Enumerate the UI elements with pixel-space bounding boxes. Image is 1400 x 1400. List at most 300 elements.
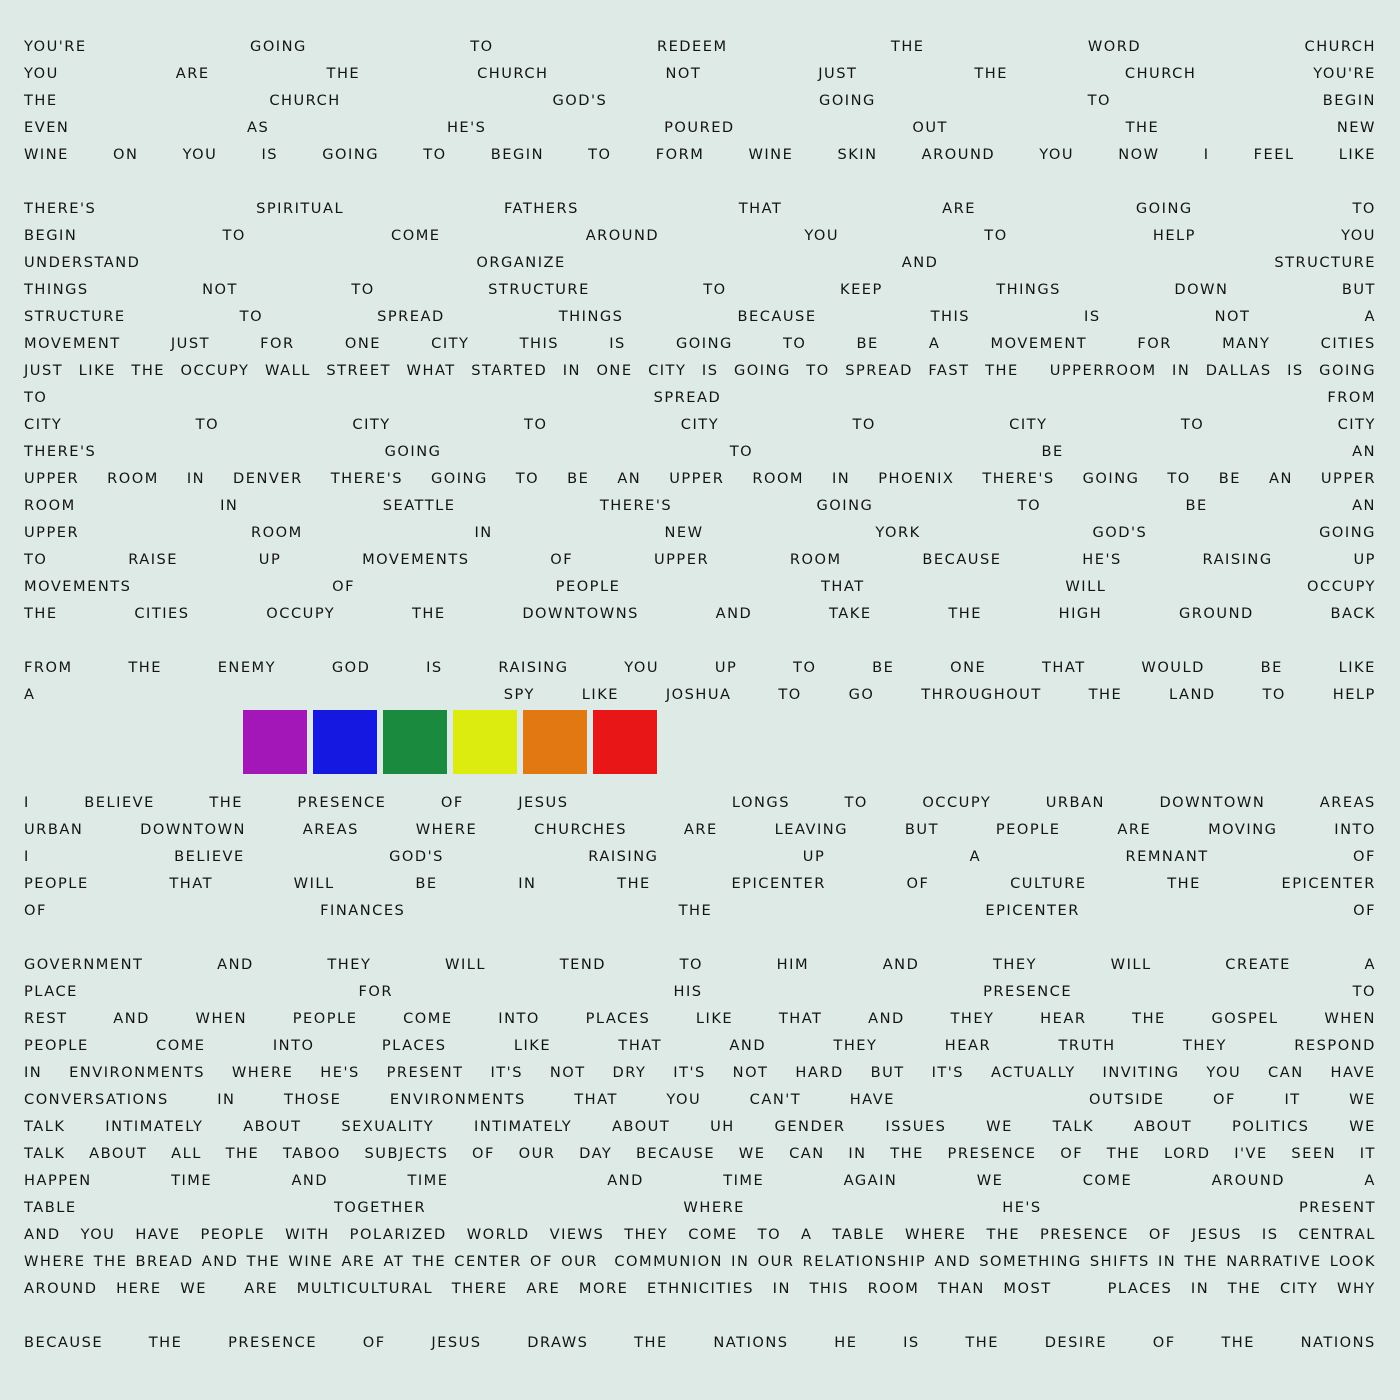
poem-word: HELP: [1152, 227, 1196, 244]
poem-word: IN: [1172, 362, 1191, 379]
poem-word: BELIEVE: [84, 794, 155, 811]
poem-word: NARRATIVE: [1226, 1253, 1322, 1270]
poem-line: [24, 1248, 1376, 1275]
poem-word: HEAR: [944, 1037, 992, 1054]
poem-word: THE: [24, 605, 58, 622]
poem-word: THERE'S: [599, 497, 673, 514]
poem-word: FORM: [655, 146, 705, 163]
poem-word: WHERE: [231, 1064, 294, 1081]
poem-word: OF: [550, 551, 574, 568]
poem-word: ABOUT: [611, 1118, 671, 1135]
poem-word: CITY: [680, 416, 720, 433]
poem-word: IT'S: [490, 1064, 523, 1081]
poem-line: [24, 600, 1376, 627]
poem-word: UPPER: [669, 470, 725, 487]
poem-word: YOU'RE: [1313, 65, 1376, 82]
poem-word: ROOM: [24, 497, 76, 514]
poem-word: IN: [217, 1091, 236, 1108]
blank-line: [24, 762, 1376, 789]
poem-word: NOT: [665, 65, 702, 82]
poem-word: CITY: [24, 416, 63, 433]
poem-line: [24, 519, 1376, 546]
poem-word: AGAIN: [843, 1172, 898, 1189]
poem-word: THEY: [833, 1037, 878, 1054]
poem-word: REDEEM: [656, 38, 728, 55]
poem-word: LIKE: [1338, 659, 1376, 676]
poem-word: COME: [391, 227, 441, 244]
poem-word: THE: [1227, 1280, 1262, 1297]
poem-word: AND: [715, 605, 753, 622]
poem-line: [24, 87, 1376, 114]
poem-word: THE: [974, 65, 1008, 82]
poem-word: DOWN: [1174, 281, 1229, 298]
poem-word: GOING: [384, 443, 442, 460]
poem-word: PRESENT: [386, 1064, 464, 1081]
poem-word: A: [1364, 308, 1376, 325]
poem-word: ROOM: [107, 470, 159, 487]
poem-word: TALK: [24, 1145, 66, 1162]
poem-word: PRESENCE: [983, 983, 1073, 1000]
poem-word: GOING: [675, 335, 733, 352]
poem-word: SPIRITUAL: [256, 200, 345, 217]
poem-word: AND: [934, 1253, 972, 1270]
poem-word: MOST: [1003, 1280, 1052, 1297]
poem-word: ARE: [942, 200, 977, 217]
poem-word: CITY: [1280, 1280, 1319, 1297]
poem-word: SPY: [503, 686, 535, 703]
poem-word: URBAN: [24, 821, 84, 838]
poem-word: GOING: [819, 92, 876, 109]
poem-word: BEGIN: [490, 146, 544, 163]
poem-word: OUTSIDE: [1088, 1091, 1165, 1108]
poem-word: INTO: [498, 1010, 540, 1027]
poem-word: LONGS: [731, 794, 790, 811]
poem-word: CITY: [1009, 416, 1048, 433]
poem-word: HARD: [795, 1064, 844, 1081]
poem-word: PEOPLE: [24, 875, 89, 892]
poem-word: I: [24, 794, 30, 811]
poem-word: ARE: [244, 1280, 279, 1297]
poem-word: TO: [729, 443, 754, 460]
poem-word: BE: [567, 470, 590, 487]
poem-word: FOR: [358, 983, 393, 1000]
poem-line: [24, 546, 1376, 573]
poem-word: NOT: [732, 1064, 769, 1081]
poem-word: UPPERROOM: [1049, 362, 1157, 379]
poem-word: OF: [1148, 1226, 1172, 1243]
poem-word: MANY: [1222, 335, 1271, 352]
poem-word: ONE: [344, 335, 381, 352]
poem-word: RESPOND: [1294, 1037, 1376, 1054]
poem-word: HE'S: [446, 119, 487, 136]
blank-line: [24, 735, 1376, 762]
poem-word: PEOPLE: [555, 578, 621, 595]
poem-word: CITY: [648, 362, 687, 379]
poem-word: OF: [24, 902, 47, 919]
poem-word: HAVE: [1330, 1064, 1376, 1081]
poem-word: OF: [472, 1145, 495, 1162]
poem-word: IN: [1157, 1253, 1177, 1270]
poem-word: ONE: [950, 659, 987, 676]
poem-word: THROUGHOUT: [921, 686, 1042, 703]
poem-word: ETHNICITIES: [646, 1280, 754, 1297]
poem-word: GOD'S: [552, 92, 608, 109]
poem-word: HIS: [673, 983, 703, 1000]
poem-word: CENTRAL: [1298, 1226, 1376, 1243]
poem-word: MORE: [578, 1280, 629, 1297]
poem-word: UNDERSTAND: [24, 254, 141, 271]
poem-line: [24, 195, 1376, 222]
poem-word: NOT: [202, 281, 238, 298]
poem-word: WE: [1349, 1118, 1376, 1135]
poem-line: [24, 276, 1376, 303]
poem-word: DOWNTOWN: [140, 821, 246, 838]
poem-line: [24, 1005, 1376, 1032]
poem-word: GOING: [1319, 524, 1376, 541]
poem-word: WHAT: [406, 362, 456, 379]
poem-word: CONVERSATIONS: [24, 1091, 169, 1108]
poem-line: [24, 897, 1376, 924]
poem-word: AND: [24, 1226, 61, 1243]
poem-word: THE: [985, 362, 1019, 379]
poem-word: PRESENCE: [947, 1145, 1037, 1162]
poem-word: WILL: [1065, 578, 1107, 595]
poem-word: WALL: [264, 362, 311, 379]
poem-word: BE: [1041, 443, 1064, 460]
poem-word: NATIONS: [713, 1334, 789, 1351]
poem-word: UPPER: [1320, 470, 1376, 487]
poem-word: PLACES: [1107, 1280, 1173, 1297]
poem-word: ACTUALLY: [990, 1064, 1076, 1081]
poem-word: OCCUPY: [180, 362, 250, 379]
poem-word: TALK: [1052, 1118, 1095, 1135]
poem-line: [24, 465, 1376, 492]
poem-word: GOING: [816, 497, 874, 514]
poem-word: BACK: [1330, 605, 1376, 622]
poem-line: [24, 1194, 1376, 1221]
poem-word: ENVIRONMENTS: [389, 1091, 526, 1108]
poem-word: PRESENCE: [297, 794, 387, 811]
poem-word: IN: [562, 362, 581, 379]
poem-word: TOGETHER: [333, 1199, 427, 1216]
poem-word: BE: [415, 875, 438, 892]
poem-word: ABOUT: [1133, 1118, 1193, 1135]
poem-word: THINGS: [996, 281, 1061, 298]
poem-word: UP: [802, 848, 826, 865]
poem-word: WILL: [445, 956, 487, 973]
poem-word: UPPER: [24, 470, 80, 487]
poem-word: AND: [217, 956, 254, 973]
poem-word: AN: [1352, 443, 1376, 460]
poem-word: ARE: [341, 1253, 376, 1270]
poem-word: PEOPLE: [995, 821, 1061, 838]
poem-word: THAT: [169, 875, 213, 892]
poem-word: YOU: [1341, 227, 1376, 244]
poem-word: OUR: [561, 1253, 598, 1270]
poem-word: ARE: [1117, 821, 1152, 838]
poem-word: MOVEMENT: [24, 335, 121, 352]
poem-word: UP: [258, 551, 282, 568]
poem-word: TO: [239, 308, 264, 325]
poem-word: ROOM: [752, 470, 805, 487]
poem-word: HEAR: [1040, 1010, 1087, 1027]
poem-word: TALK: [24, 1118, 66, 1135]
poem-word: CENTER: [454, 1253, 522, 1270]
poem-word: DALLAS: [1205, 362, 1272, 379]
poem-word: TO: [1262, 686, 1286, 703]
poem-word: STREET: [326, 362, 392, 379]
poem-word: UP: [1353, 551, 1376, 568]
poem-word: YOU: [804, 227, 840, 244]
poem-word: THAT: [1042, 659, 1086, 676]
poem-word: TO: [515, 470, 540, 487]
poem-word: GOING: [733, 362, 791, 379]
poem-word: PRESENT: [1299, 1199, 1376, 1216]
poem-word: LORD: [1164, 1145, 1211, 1162]
poem-word: OF: [332, 578, 355, 595]
poem-word: HE: [834, 1334, 858, 1351]
poem-word: WHERE: [683, 1199, 745, 1216]
poem-word: CITY: [1337, 416, 1376, 433]
poem-word: TRUTH: [1058, 1037, 1116, 1054]
poem-word: BE: [1185, 497, 1208, 514]
poem-word: IT'S: [931, 1064, 965, 1081]
poem-word: HAVE: [849, 1091, 895, 1108]
poem-word: RAISING: [1202, 551, 1273, 568]
poem-word: HE'S: [1002, 1199, 1042, 1216]
poem-line: [24, 789, 1376, 816]
poem-word: INTO: [1334, 821, 1376, 838]
swatch-orange: [523, 710, 587, 774]
poem-word: ARE: [175, 65, 210, 82]
poem-word: GOD: [331, 659, 371, 676]
poem-word: ORGANIZE: [476, 254, 566, 271]
poem-word: DAY: [579, 1145, 613, 1162]
poem-word: FROM: [1327, 389, 1376, 406]
poem-word: PEOPLE: [24, 1037, 89, 1054]
poem-word: REST: [24, 1010, 68, 1027]
poem-word: GOD'S: [389, 848, 444, 865]
poem-word: IN: [24, 1064, 43, 1081]
poem-word: THE: [412, 1253, 447, 1270]
poem-word: JUST: [24, 362, 64, 379]
poem-word: WHERE: [24, 1253, 86, 1270]
poem-word: TIME: [407, 1172, 449, 1189]
poem-line: [24, 1140, 1376, 1167]
poem-line: [24, 1059, 1376, 1086]
poem-word: THAT: [821, 578, 865, 595]
poem-word: DOWNTOWN: [1159, 794, 1266, 811]
blank-line: [24, 168, 1376, 195]
poem-word: THIS: [809, 1280, 849, 1297]
poem-word: CHURCH: [1304, 38, 1376, 55]
poem-word: THAT: [738, 200, 783, 217]
poem-word: SEXUALITY: [341, 1118, 435, 1135]
poem-word: ABOUT: [89, 1145, 148, 1162]
poem-word: THE: [948, 605, 982, 622]
poem-word: PLACES: [381, 1037, 447, 1054]
poem-word: CAN: [1268, 1064, 1304, 1081]
poem-word: TAKE: [829, 605, 872, 622]
poem-word: THE: [148, 1334, 183, 1351]
poem-word: AROUND: [1211, 1172, 1286, 1189]
poem-word: DRY: [612, 1064, 647, 1081]
poem-word: NATIONS: [1300, 1334, 1376, 1351]
poem-word: JESUS: [1191, 1226, 1242, 1243]
poem-word: THE: [24, 92, 58, 109]
poem-word: THERE'S: [330, 470, 403, 487]
poem-word: BE: [1218, 470, 1241, 487]
poem-line: [24, 1329, 1376, 1356]
poem-word: THE: [617, 875, 651, 892]
poem-word: THE: [1221, 1334, 1255, 1351]
poem-word: CHURCH: [269, 92, 341, 109]
poem-word: ROOM: [250, 524, 303, 541]
poem-word: GENDER: [774, 1118, 846, 1135]
poem-word: THE: [246, 1253, 281, 1270]
poem-word: CREATE: [1225, 956, 1291, 973]
poem-word: FOR: [1137, 335, 1172, 352]
poem-word: THOSE: [283, 1091, 342, 1108]
poem-word: THEY: [1182, 1037, 1227, 1054]
poem-word: BECAUSE: [24, 1334, 104, 1351]
poem-word: FOR: [260, 335, 295, 352]
poem-word: THAT: [574, 1091, 618, 1108]
poem-word: WE: [1349, 1091, 1376, 1108]
poem-word: OUT: [912, 119, 948, 136]
poem-word: THE: [93, 1253, 128, 1270]
poem-word: THIS: [519, 335, 560, 352]
poem-line: [24, 681, 1376, 708]
poem-word: TABOO: [282, 1145, 341, 1162]
poem-line: [24, 249, 1376, 276]
poem-word: HELP: [1332, 686, 1376, 703]
swatch-green: [383, 710, 447, 774]
poem-word: PRESENCE: [228, 1334, 318, 1351]
poem-line: [24, 1113, 1376, 1140]
poem-line: [24, 1086, 1376, 1113]
poem-word: TO: [423, 146, 447, 163]
poem-word: CITY: [431, 335, 470, 352]
poem-word: UPPER: [653, 551, 710, 568]
poem-word: IN: [832, 470, 851, 487]
poem-word: YOU: [666, 1091, 702, 1108]
poem-word: WE: [986, 1118, 1013, 1135]
poem-word: PEOPLE: [200, 1226, 266, 1243]
poem-word: PEOPLE: [292, 1010, 358, 1027]
poem-line: [24, 1221, 1376, 1248]
poem-word: SEATTLE: [382, 497, 456, 514]
poem-word: OUR: [757, 1253, 795, 1270]
poem-word: NOT: [1214, 308, 1251, 325]
poem-line: [24, 411, 1376, 438]
poem-word: THE: [1167, 875, 1201, 892]
poem-word: FATHERS: [503, 200, 579, 217]
poem-word: BECAUSE: [636, 1145, 716, 1162]
poem-word: COME: [403, 1010, 453, 1027]
poem-word: YOU: [1206, 1064, 1242, 1081]
poem-word: URBAN: [1045, 794, 1105, 811]
poem-word: ENVIRONMENTS: [69, 1064, 205, 1081]
poem-word: TO: [1352, 200, 1376, 217]
poem-word: CHURCH: [1124, 65, 1197, 82]
poem-line: [24, 60, 1376, 87]
poem-word: POLARIZED: [349, 1226, 447, 1243]
poem-word: INTO: [272, 1037, 315, 1054]
poem-word: THEY: [624, 1226, 669, 1243]
poem-word: A: [801, 1226, 813, 1243]
poem-word: THERE'S: [24, 200, 97, 217]
poem-word: PLACE: [24, 983, 78, 1000]
poem-word: UP: [714, 659, 738, 676]
poem-word: LIKE: [695, 1010, 734, 1027]
poem-word: GOING: [322, 146, 380, 163]
poem-word: LIKE: [513, 1037, 552, 1054]
poem-word: ROOM: [867, 1280, 920, 1297]
poem-word: WOULD: [1141, 659, 1205, 676]
poem-word: CITIES: [1320, 335, 1376, 352]
poem-word: COME: [156, 1037, 206, 1054]
poem-word: THAT: [618, 1037, 663, 1054]
poem-word: AREAS: [1319, 794, 1376, 811]
poem-word: IS: [701, 362, 719, 379]
poem-word: EVEN: [24, 119, 70, 136]
poem-word: YOU'RE: [24, 38, 87, 55]
poem-word: GOING: [1082, 470, 1140, 487]
poem-word: AND: [729, 1037, 767, 1054]
poem-word: RELATIONSHIP: [802, 1253, 927, 1270]
poem-line: [24, 870, 1376, 897]
poem-word: TO: [757, 1226, 782, 1243]
poem-word: A: [1364, 956, 1376, 973]
poem-word: AND: [291, 1172, 329, 1189]
poem-word: SOMETHING: [979, 1253, 1082, 1270]
poem-word: CITY: [352, 416, 391, 433]
poem-word: HE'S: [1082, 551, 1122, 568]
poem-word: AREAS: [302, 821, 359, 838]
poem-line: [24, 573, 1376, 600]
poem-word: MULTICULTURAL: [296, 1280, 434, 1297]
poem-word: TO: [1017, 497, 1042, 514]
poem-word: JOSHUA: [665, 686, 732, 703]
poem-word: SPREAD: [377, 308, 445, 325]
poem-word: TIME: [723, 1172, 765, 1189]
poem-word: WINE: [288, 1253, 334, 1270]
poem-word: BUT: [1341, 281, 1376, 298]
poem-word: PHOENIX: [878, 470, 955, 487]
poem-word: ALL: [171, 1145, 202, 1162]
poem-word: ROOM: [789, 551, 842, 568]
poem-word: MOVING: [1208, 821, 1278, 838]
poem-word: TO: [679, 956, 704, 973]
poem-word: TO: [782, 335, 807, 352]
poem-word: OUR: [518, 1145, 556, 1162]
poem-word: IS: [426, 659, 443, 676]
poem-word: STRUCTURE: [1274, 254, 1376, 271]
poem-word: CHURCHES: [534, 821, 628, 838]
poem-word: MOVEMENTS: [24, 578, 132, 595]
poem-word: CAN: [789, 1145, 825, 1162]
poem-word: COME: [688, 1226, 738, 1243]
poem-word: AT: [383, 1253, 405, 1270]
poem-word: IN: [731, 1253, 750, 1270]
poem-word: THIS: [930, 308, 971, 325]
poem-word: THE: [411, 605, 446, 622]
poem-word: JUST: [818, 65, 858, 82]
poem-word: NOT: [549, 1064, 586, 1081]
poem-word: JUST: [170, 335, 210, 352]
poem-word: STRUCTURE: [488, 281, 590, 298]
